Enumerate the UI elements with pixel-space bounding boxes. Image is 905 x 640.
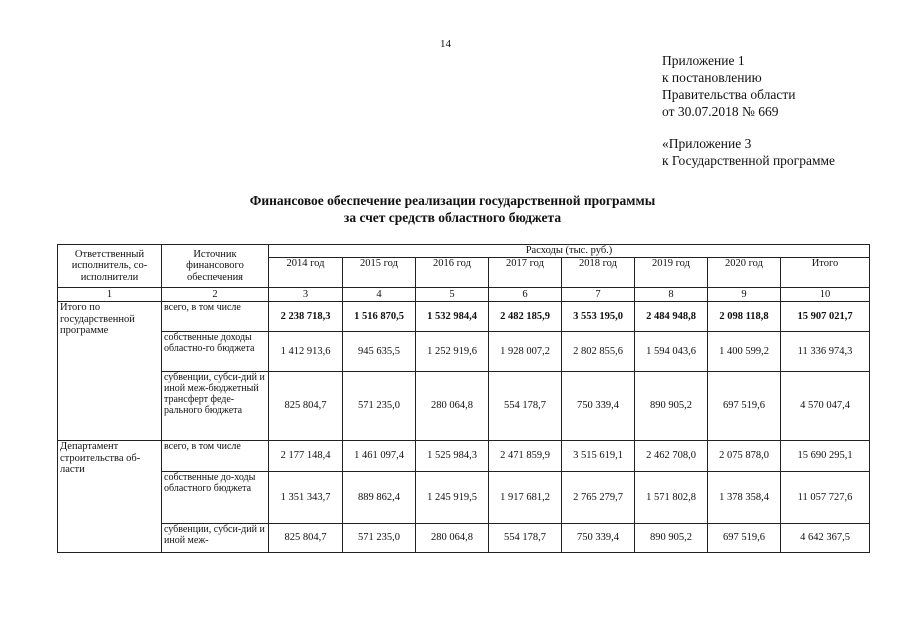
value-cell: 889 862,4 [343, 472, 416, 524]
value-cell: 3 515 619,1 [562, 441, 635, 472]
value-cell: 750 339,4 [562, 372, 635, 441]
value-cell: 554 178,7 [489, 524, 562, 553]
col-number: 7 [562, 288, 635, 302]
col-number: 1 [58, 288, 162, 302]
header-year: 2020 год [708, 258, 781, 288]
header-total: Итого [781, 258, 870, 288]
col-number: 2 [162, 288, 269, 302]
value-cell: 4 570 047,4 [781, 372, 870, 441]
value-cell: 2 765 279,7 [562, 472, 635, 524]
value-cell: 280 064,8 [416, 372, 489, 441]
value-cell: 554 178,7 [489, 372, 562, 441]
value-cell: 2 471 859,9 [489, 441, 562, 472]
header-year: 2016 год [416, 258, 489, 288]
value-cell: 1 412 913,6 [269, 332, 343, 372]
table-row [58, 332, 870, 372]
table-row [58, 372, 870, 441]
value-cell: 571 235,0 [343, 372, 416, 441]
value-cell: 1 351 343,7 [269, 472, 343, 524]
header-expenses: Расходы (тыс. руб.) [269, 245, 870, 258]
table-row [58, 441, 870, 472]
value-cell: 1 461 097,4 [343, 441, 416, 472]
value-cell: 15 690 295,1 [781, 441, 870, 472]
value-cell: 2 098 118,8 [708, 302, 781, 332]
value-cell: 1 252 919,6 [416, 332, 489, 372]
value-cell: 2 238 718,3 [269, 302, 343, 332]
appendix-line: к постановлению [662, 70, 762, 85]
value-cell: 1 594 043,6 [635, 332, 708, 372]
value-cell: 1 928 007,2 [489, 332, 562, 372]
value-cell: 890 905,2 [635, 372, 708, 441]
value-cell: 2 177 148,4 [269, 441, 343, 472]
table-row [58, 524, 870, 553]
value-cell: 1 245 919,5 [416, 472, 489, 524]
value-cell: 1 571 802,8 [635, 472, 708, 524]
header-executor: Ответственный исполнитель, со-исполнители [58, 245, 162, 288]
header-year: 2015 год [343, 258, 416, 288]
appendix-line: «Приложение 3 [662, 136, 752, 151]
appendix-line: к Государственной программе [662, 153, 836, 168]
value-cell: 11 057 727,6 [781, 472, 870, 524]
value-cell: 2 462 708,0 [635, 441, 708, 472]
table-row [58, 472, 870, 524]
value-cell: 2 482 185,9 [489, 302, 562, 332]
value-cell: 2 802 855,6 [562, 332, 635, 372]
col-number: 6 [489, 288, 562, 302]
appendix-block [662, 52, 835, 169]
source-cell: всего, в том числе [162, 441, 269, 472]
col-number: 3 [269, 288, 343, 302]
col-number: 5 [416, 288, 489, 302]
header-source: Источник финансового обеспечения [162, 245, 269, 288]
document-title [0, 192, 905, 226]
value-cell: 11 336 974,3 [781, 332, 870, 372]
source-cell: субвенции, субси-дий и иной меж- [162, 524, 269, 553]
source-cell: всего, в том числе [162, 302, 269, 332]
value-cell: 750 339,4 [562, 524, 635, 553]
value-cell: 1 525 984,3 [416, 441, 489, 472]
value-cell: 280 064,8 [416, 524, 489, 553]
value-cell: 825 804,7 [269, 524, 343, 553]
header-year: 2017 год [489, 258, 562, 288]
appendix-line: Правительства области [662, 87, 796, 102]
value-cell: 697 519,6 [708, 524, 781, 553]
appendix-line: от 30.07.2018 № 669 [662, 104, 779, 119]
header-year: 2019 год [635, 258, 708, 288]
value-cell: 571 235,0 [343, 524, 416, 553]
source-cell: собственные до-ходы областного бюджета [162, 472, 269, 524]
executor-cell: Департамент строительства об-ласти [58, 441, 162, 553]
value-cell: 2 075 878,0 [708, 441, 781, 472]
col-number: 4 [343, 288, 416, 302]
title-line-1: Финансовое обеспечение реализации государственной программы [249, 193, 656, 208]
executor-cell: Итого по государственной программе [58, 302, 162, 441]
header-year: 2018 год [562, 258, 635, 288]
value-cell: 4 642 367,5 [781, 524, 870, 553]
header-year: 2014 год [269, 258, 343, 288]
col-number: 9 [708, 288, 781, 302]
value-cell: 1 378 358,4 [708, 472, 781, 524]
page-number: 14 [440, 38, 451, 50]
value-cell: 697 519,6 [708, 372, 781, 441]
col-number: 8 [635, 288, 708, 302]
finance-table [57, 244, 870, 553]
value-cell: 2 484 948,8 [635, 302, 708, 332]
value-cell: 3 553 195,0 [562, 302, 635, 332]
value-cell: 945 635,5 [343, 332, 416, 372]
appendix-line: Приложение 1 [662, 53, 745, 68]
source-cell: субвенции, субси-дий и иной меж-бюджетный трансферт феде-рального бюджета [162, 372, 269, 441]
table-row [58, 302, 870, 332]
col-number: 10 [781, 288, 870, 302]
source-cell: собственные доходы областно-го бюджета [162, 332, 269, 372]
value-cell: 1 400 599,2 [708, 332, 781, 372]
value-cell: 1 917 681,2 [489, 472, 562, 524]
value-cell: 825 804,7 [269, 372, 343, 441]
value-cell: 15 907 021,7 [781, 302, 870, 332]
value-cell: 1 532 984,4 [416, 302, 489, 332]
value-cell: 1 516 870,5 [343, 302, 416, 332]
value-cell: 890 905,2 [635, 524, 708, 553]
title-line-2: за счет средств областного бюджета [343, 210, 562, 225]
